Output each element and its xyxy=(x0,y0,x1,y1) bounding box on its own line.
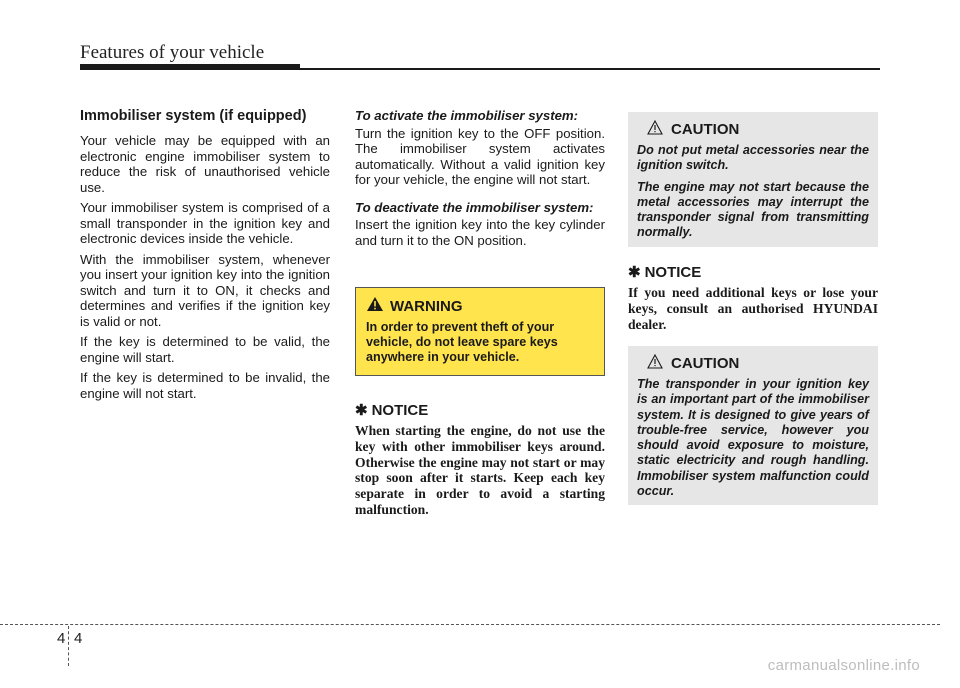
paragraph: Your immobiliser system is comprised of a small transponder in the ignition key and electronic devices inside the vehicle. xyxy=(80,200,330,246)
paragraph: With the immobiliser system, whenever you insert your ignition key into the ignition switch and turn it to ON, it checks and determines and verifies if the ignition key is valid or not. xyxy=(80,251,330,329)
notice-title: NOTICE xyxy=(644,263,702,281)
caution-box-metal xyxy=(628,112,878,247)
warning-triangle-icon xyxy=(366,296,384,316)
column-immobiliser-intro xyxy=(80,108,330,406)
caution-text: Do not put metal accessories near the ignition switch. xyxy=(637,143,869,173)
caution-title: CAUTION xyxy=(671,121,740,138)
notice-text: When starting the engine, do not use the key with other immobiliser keys around. Otherwise the engine may not start or may stop soon after it starts. Keep each key separate in order to avoid a starting malfunction. xyxy=(355,423,605,517)
caution-triangle-icon xyxy=(647,354,663,373)
notice-engine-start xyxy=(355,401,605,518)
paragraph: If the key is determined to be valid, the engine will start. xyxy=(80,334,330,365)
warning-text: In order to prevent theft of your vehicle, do not leave spare keys anywhere in your vehicle. xyxy=(366,320,558,364)
paragraph: Your vehicle may be equipped with an electronic engine immobiliser system to reduce the risk of unauthorised vehicle use. xyxy=(80,133,330,195)
caution-text: The transponder in your ignition key is an important part of the immobiliser system. It is designed to give years of trouble-free service, however you should avoid exposure to moisture, static electricity and rough handling. Immobiliser system malfunction could occur. xyxy=(637,377,869,499)
notice-title: NOTICE xyxy=(371,401,429,419)
notice-text: If you need additional keys or lose your keys, consult an authorised HYUNDAI dealer. xyxy=(628,285,878,332)
caution-title-row xyxy=(637,354,869,373)
warning-title-row xyxy=(366,296,594,316)
deactivate-heading: To deactivate the immobiliser system: xyxy=(355,199,594,215)
notice-asterisk-icon: ✱ xyxy=(628,264,641,281)
caution-box-transponder xyxy=(628,346,878,505)
notice-heading-row xyxy=(628,263,878,281)
deactivate-text: Insert the ignition key into the key cylinder and turn it to the ON position. xyxy=(355,217,605,248)
paragraph: If the key is determined to be invalid, the engine will not start. xyxy=(80,370,330,401)
page-header-title: Features of your vehicle xyxy=(80,42,265,63)
activate-text: Turn the ignition key to the OFF position. The immobiliser system activates automatically. Without a valid ignition key for your vehicle, the engine will not start. xyxy=(355,125,605,187)
page-number: 4 xyxy=(74,630,83,647)
notice-keys xyxy=(628,263,878,332)
caution-triangle-icon xyxy=(647,120,663,139)
caution-text: The engine may not start because the metal accessories may interrupt the transponder signal from transmitting normally. xyxy=(637,179,869,240)
page-number-divider xyxy=(68,626,69,666)
header-rule xyxy=(80,68,880,70)
column-activation xyxy=(355,108,605,253)
notice-asterisk-icon: ✱ xyxy=(355,402,368,419)
caution-title-row xyxy=(637,120,869,139)
warning-title: WARNING xyxy=(390,297,463,315)
notice-heading-row xyxy=(355,401,605,419)
footer-rule xyxy=(0,624,940,625)
watermark: carmanualsonline.info xyxy=(767,657,920,674)
activate-heading: To activate the immobiliser system: xyxy=(355,108,579,123)
section-heading: Immobiliser system (if equipped) xyxy=(80,108,307,124)
section-number: 4 xyxy=(57,630,66,647)
caution-title: CAUTION xyxy=(671,355,740,372)
warning-box xyxy=(355,287,605,376)
